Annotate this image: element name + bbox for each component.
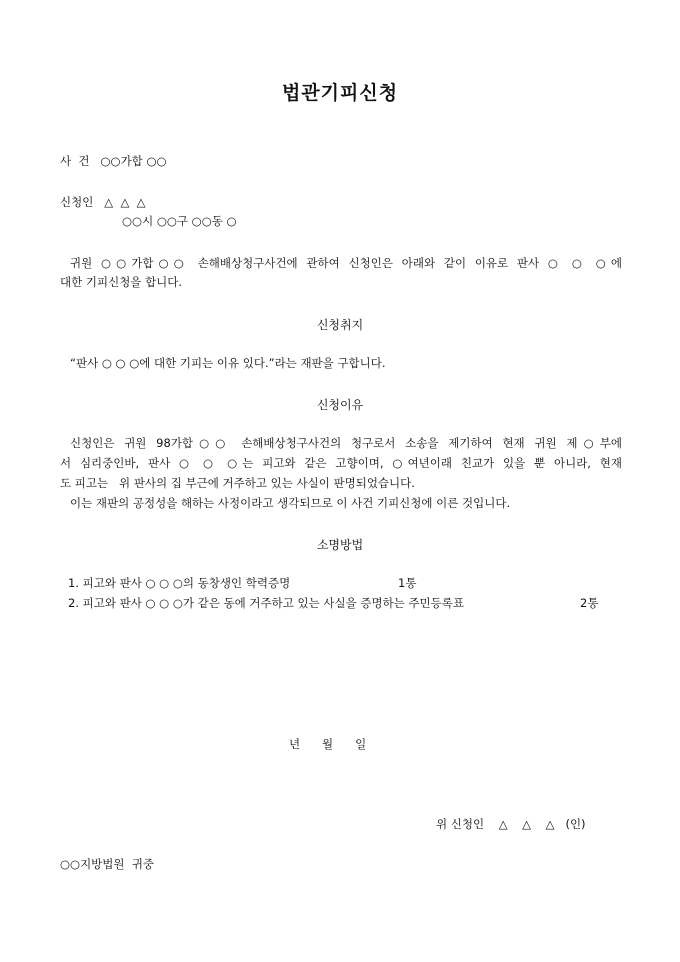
applicant-line: 신청인 △ △ △ xyxy=(60,195,146,209)
reason-line-2: 서 심리중인바, 판사 ○ ○ ○는 피고와 같은 고향이며, ○여년이래 친교가 있을 뿐 아니라, 현재 xyxy=(60,456,622,470)
case-line: 사 건 ○○가합 ○○ xyxy=(60,154,167,168)
purpose-heading: 신청취지 xyxy=(316,318,364,332)
evidence-item-count: 2통 xyxy=(580,596,599,610)
document-title: 법관기피신청 xyxy=(281,82,399,104)
intro-line-2: 대한 기피신청을 합니다. xyxy=(60,275,183,289)
applicant-address: ○○시 ○○구 ○○동 ○ xyxy=(122,214,237,228)
reason-line-4: 이는 재판의 공정성을 해하는 사정이라고 생각되므로 이 사건 기피신청에 이른 것입니다. xyxy=(70,496,511,510)
evidence-item-text: 2. 피고와 판사 ○ ○ ○가 같은 동에 거주하고 있는 사실을 증명하는 주민등록표 xyxy=(68,596,464,610)
evidence-item-count: 1통 xyxy=(398,576,417,590)
intro-line-1: 귀원 ○○가합○○ 손해배상청구사건에 관하여 신청인은 아래와 같이 이유로 판사 ○ ○ ○에 xyxy=(70,256,622,270)
date-line: 년 월 일 xyxy=(289,737,367,751)
reason-line-3: 도 피고는 위 판사의 집 부근에 거주하고 있는 사실이 판명되었습니다. xyxy=(60,476,415,490)
signature-line: 위 신청인 △ △ △ (인) xyxy=(436,817,586,831)
evidence-item-text: 1. 피고와 판사 ○ ○ ○의 동창생인 학력증명 xyxy=(68,576,291,590)
evidence-heading: 소명방법 xyxy=(316,538,364,552)
purpose-text: “판사 ○ ○ ○에 대한 기피는 이유 있다.”라는 재판을 구합니다. xyxy=(70,356,386,370)
reason-line-1: 신청인은 귀원 98가합○○ 손해배상청구사건의 청구로서 소송을 제기하여 현재 귀원 제○부에 xyxy=(70,436,622,450)
recipient-court: ○○지방법원 귀중 xyxy=(60,857,155,871)
reason-heading: 신청이유 xyxy=(316,398,364,412)
